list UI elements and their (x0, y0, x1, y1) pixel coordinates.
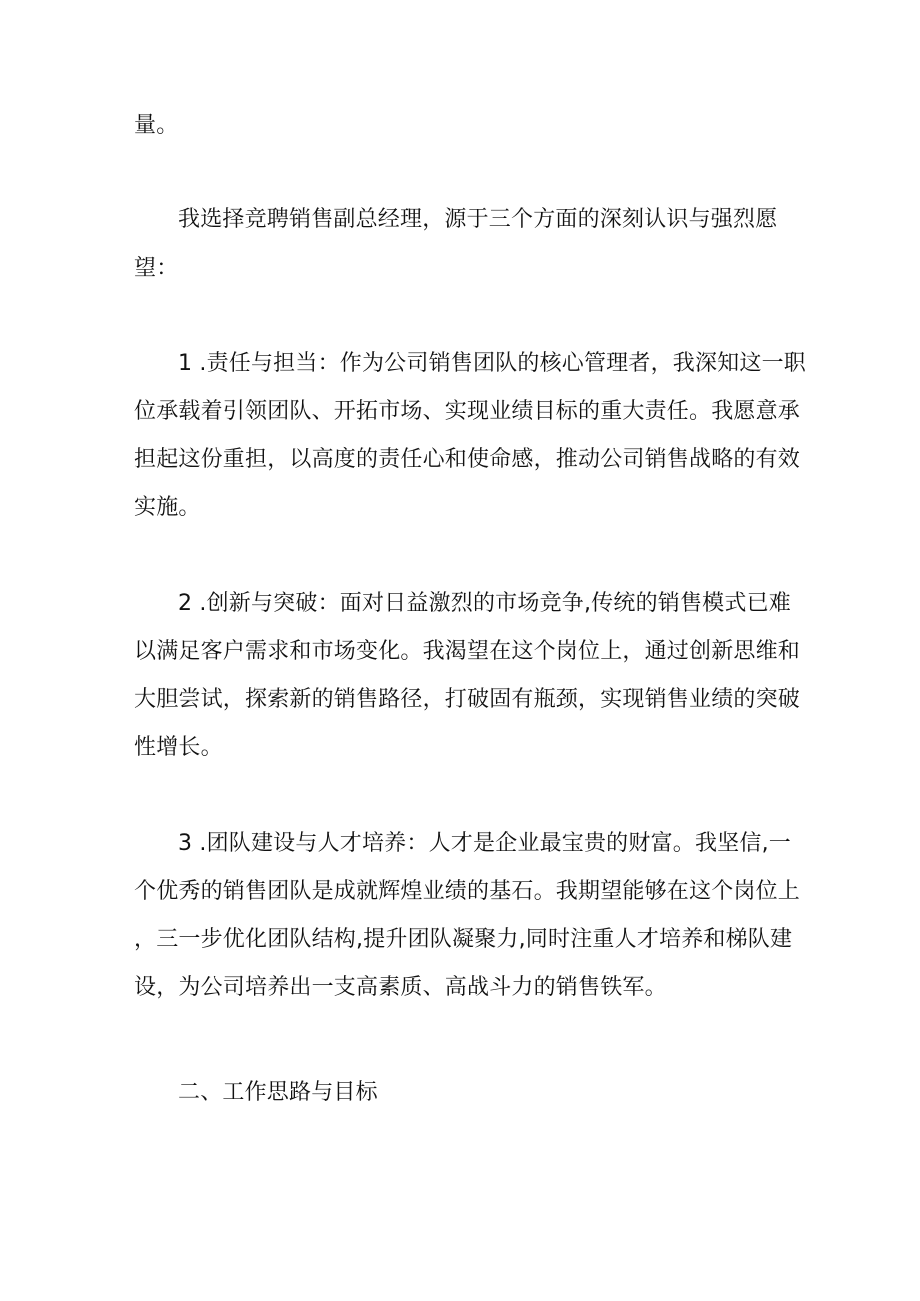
item-2-line-1: 2 .创新与突破：面对日益激烈的市场竞争,传统的销售模式已难 (178, 591, 791, 616)
item-3-line-3: ，三一步优化团队结构,提升团队凝聚力,同时注重人才培养和梯队建 (134, 927, 793, 952)
item-1-line-3: 担起这份重担，以高度的责任心和使命感，推动公司销售战略的有效 (134, 447, 801, 472)
item-3-line-2: 个优秀的销售团队是成就辉煌业绩的基石。我期望能够在这个岗位上 (134, 879, 801, 904)
item-1-line-1: 1 .责任与担当：作为公司销售团队的核心管理者，我深知这一职 (178, 351, 806, 376)
item-1-line-2: 位承载着引领团队、开拓市场、实现业绩目标的重大责任。我愿意承 (134, 399, 801, 424)
item-2-line-3: 大胆尝试，探索新的销售路径，打破固有瓶颈，实现销售业绩的突破 (134, 687, 801, 712)
intro-paragraph-line-2: 望： (134, 256, 179, 281)
section-heading: 二、工作思路与目标 (178, 1080, 378, 1105)
paragraph-tail: 量。 (134, 113, 179, 138)
item-3-line-1: 3 .团队建设与人才培养：人才是企业最宝贵的财富。我坚信,一 (178, 831, 791, 856)
item-2-line-4: 性增长。 (134, 735, 223, 760)
intro-paragraph-line-1: 我选择竞聘销售副总经理，源于三个方面的深刻认识与强烈愿 (178, 207, 778, 232)
item-2-line-2: 以满足客户需求和市场变化。我渴望在这个岗位上，通过创新思维和 (134, 639, 801, 664)
item-3-line-4: 设，为公司培养出一支高素质、高战斗力的销售铁军。 (134, 975, 667, 1000)
item-1-line-4: 实施。 (134, 495, 201, 520)
